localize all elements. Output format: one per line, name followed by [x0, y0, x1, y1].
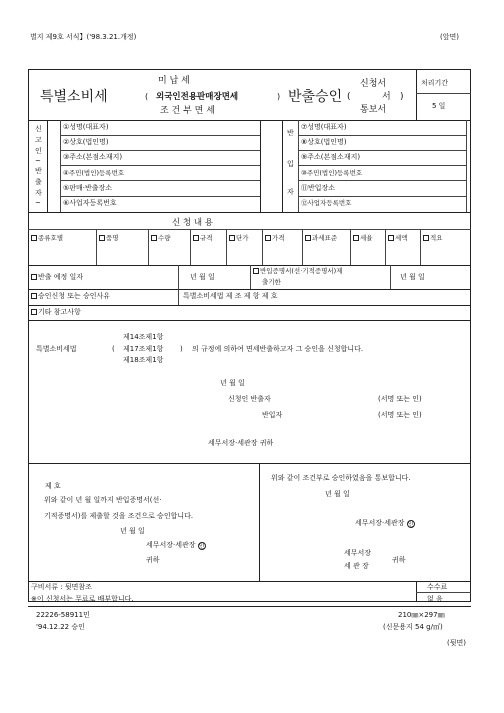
col-quantity: 수량 [151, 235, 171, 242]
approval-right-line-1: 위와 같이 조건부로 승인하였음을 통보합니다. [271, 474, 411, 482]
approval-left-to: 귀하 [146, 556, 160, 564]
paper-size: 210㎜×297㎜ [398, 611, 445, 619]
title-main: 특별소비세 [40, 89, 108, 105]
col-tax-amount: 세액 [388, 235, 408, 242]
title-approval: 반출승인 [288, 89, 343, 105]
importer-signature-hint: (서명 또는 인) [378, 411, 422, 419]
processing-period-label: 처리기간 [421, 79, 449, 87]
applicant-side-char-8: ~ [35, 199, 41, 207]
seal-icon: 인 [407, 521, 414, 528]
article-3: 제18조제1항 [123, 356, 164, 364]
free-distribution-note: ※이 신청서는 무료로 배부합니다. [31, 595, 134, 603]
receiver-name-field: ⑦성명(대표자) [301, 123, 347, 131]
receiver-side-char-2: 입 [287, 160, 294, 168]
title-notice: 통보서 [360, 105, 387, 115]
form-code: 22226-58911민 [36, 611, 90, 619]
applicant-exporter-line: 신청인 반출자 [228, 395, 271, 403]
col-tax-rate: 세율 [353, 235, 373, 242]
title-bracket-open: ( [145, 92, 149, 101]
import-cert-label-2: 출기한 [262, 278, 281, 286]
fee-label: 수수료 [427, 583, 448, 591]
applicant-side-char-6: 출 [35, 178, 42, 186]
approval-right-sign: 세무서장·세관장 인 [355, 519, 414, 528]
other-notes-label: 기타 참고사항 [31, 309, 81, 316]
processing-period-value: 5 일 [432, 102, 446, 110]
approval-left-date: 년 월 일 [120, 527, 145, 535]
col-price: 가격 [265, 235, 285, 242]
applicant-side-char-4: ~ [35, 157, 41, 165]
col-remarks: 적요 [423, 235, 443, 242]
fee-value: 없 음 [427, 595, 443, 603]
approval-reason-label: 승인신청 또는 승인사유 [31, 293, 110, 300]
title-option-conditional: 조 건 부 면 세 [160, 106, 215, 116]
title-bracket-close: ) [277, 92, 281, 101]
applicant-side-char-2: 고 [35, 136, 42, 144]
statement-text: 의 규정에 의하여 면세반출하고자 그 승인을 신청합니다. [192, 345, 364, 353]
law-name: 특별소비세법 [36, 345, 77, 353]
form-frame-bottom [28, 606, 471, 607]
approval-right-to: 귀하 [392, 556, 406, 564]
applicant-address-field: ③주소(본점소재지) [63, 153, 123, 161]
col-tax-base: 과세표준 [305, 235, 337, 242]
col-unit-price: 단가 [229, 235, 249, 242]
applicant-business-number-field: ⑥사업자등록번호 [63, 199, 117, 207]
receiver-side-char-1: 반 [287, 129, 294, 137]
importer-line: 반입자 [262, 411, 283, 419]
receiver-place-field: ⑪반입장소 [301, 184, 336, 192]
receiver-side-char-3: 자 [287, 188, 294, 196]
title-application: 신청서 [360, 79, 387, 89]
applicant-side-char-5: 반 [35, 167, 42, 175]
statement-addressee: 세무서장·세관장 귀하 [208, 439, 274, 447]
title-option-dutyfree-shop: 외국인전용판매장면세 [156, 92, 239, 102]
applicant-reg-number-field: ④주민(법인)등록번호 [63, 169, 125, 177]
title-bracket-open-2: ( [347, 92, 351, 102]
col-item-name: 품명 [99, 235, 119, 242]
paper-type: (신문용지 54 g/㎡) [383, 623, 443, 631]
applicant-company-field: ②상호(법인명) [63, 138, 109, 146]
approval-left-line-2: 기적증명서)를 제출할 것을 조건으로 승인합니다. [44, 512, 194, 520]
applicant-side-char-3: 인 [35, 147, 42, 155]
approval-right-to-top: 세무서장 [344, 549, 372, 557]
back-side-label: (뒷면) [447, 639, 466, 647]
approval-left-line-1: 위와 같이 년 월 일까지 반입증명서(선· [44, 496, 162, 504]
title-form: 서 [382, 92, 391, 102]
approval-right-date: 년 월 일 [325, 490, 350, 498]
applicant-place-field: ⑤판매·반출장소 [63, 184, 113, 192]
import-cert-label-1: 반입증명서(선·기적증명서)제 [253, 268, 343, 275]
exporter-signature-hint: (서명 또는 인) [378, 395, 422, 403]
approval-number: 제 호 [45, 482, 61, 490]
approval-date-note: '94.12.22 승인 [36, 623, 85, 631]
applicant-side-char-1: 신 [35, 125, 42, 133]
statement-paren-close: ) [180, 345, 183, 353]
approval-left-sign: 세무서장·세관장 인 [146, 541, 205, 550]
applicant-name-field: ①성명(대표자) [63, 123, 109, 131]
receiver-business-number-field: ⑫사업자등록번호 [301, 199, 352, 207]
import-cert-deadline: 년 월 일 [400, 273, 425, 281]
statement-paren-open: ( [112, 345, 115, 353]
seal-icon: 인 [198, 543, 205, 550]
col-type-number: 종류호별 [31, 235, 63, 242]
article-2: 제17조제1항 [123, 345, 164, 353]
receiver-reg-number-field: ⑩주민(법인)등록번호 [301, 169, 363, 177]
applicant-side-char-7: 자 [35, 189, 42, 197]
title-bracket-close-2: ) [400, 92, 404, 102]
receiver-address-field: ⑨주소(본점소재지) [301, 153, 361, 161]
col-spec: 규격 [193, 235, 213, 242]
receiver-company-field: ⑧상호(법인명) [301, 138, 347, 146]
page-side-label: (앞면) [440, 33, 459, 41]
article-1: 제14조제1항 [123, 333, 164, 341]
details-heading: 신 청 내 용 [172, 218, 213, 228]
required-documents: 구비서류 : 뒷면참조 [31, 583, 92, 591]
statement-date: 년 월 일 [220, 379, 245, 387]
title-option-unpaid: 미 납 세 [158, 76, 190, 86]
export-date-label: 반출 예정 일자 [31, 274, 83, 281]
law-reference: 특별소비세법 제 조 제 항 제 호 [183, 292, 278, 300]
approval-right-to-bot: 세 관 장 [344, 562, 369, 570]
form-number: 별지 제9호 서식】('98.3.21.개정) [30, 33, 137, 41]
export-date-value: 년 월 일 [190, 273, 215, 281]
